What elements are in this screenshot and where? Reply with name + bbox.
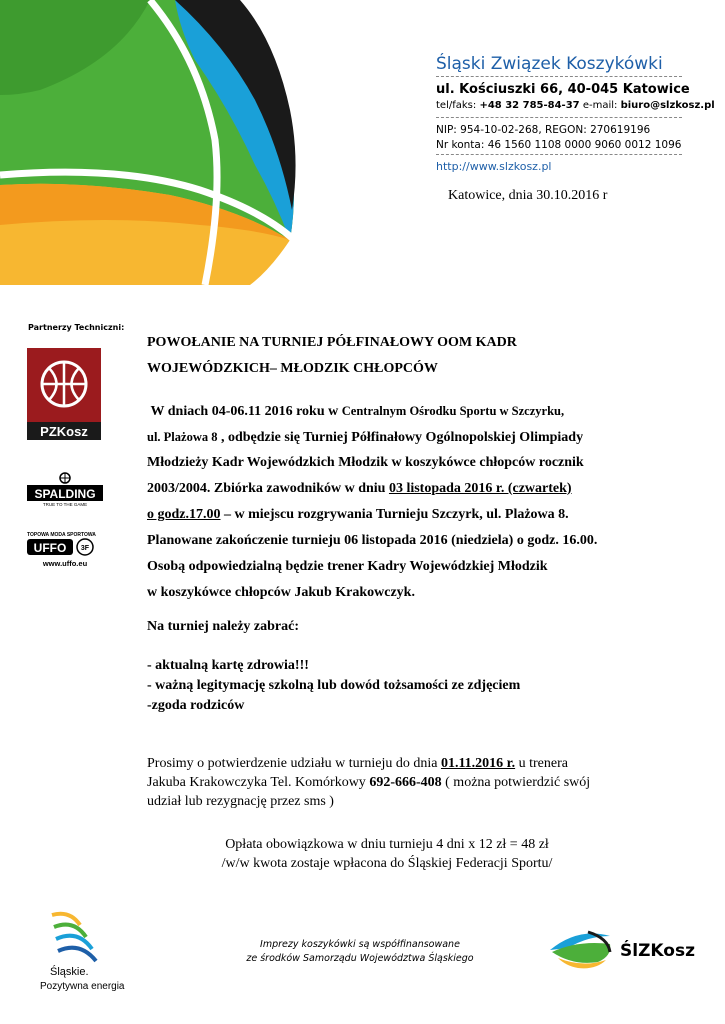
email-value[interactable]: biuro@slzkosz.pl bbox=[620, 100, 715, 111]
tel-value: +48 32 785-84-37 bbox=[479, 100, 580, 111]
gathering-date: 03 listopada 2016 r. (czwartek) bbox=[388, 481, 572, 496]
confirm-deadline: 01.11.2016 r. bbox=[440, 756, 516, 771]
title-line: WOJEWÓDZKICH– MŁODZIK CHŁOPCÓW bbox=[147, 361, 438, 376]
email-label: e-mail: bbox=[582, 100, 618, 111]
bring-list bbox=[147, 656, 520, 716]
slaskie-slogan: Pozytywna energia bbox=[40, 981, 125, 992]
slaskie-logo bbox=[40, 905, 140, 995]
body-line: 2003/2004. Zbiórka zawodników w dniu 03 listopada 2016 r. (czwartek) bbox=[147, 481, 572, 496]
body-line: Planowane zakończenie turnieju 06 listopada 2016 (niedziela) o godz. 16.00. bbox=[147, 533, 598, 548]
phone-number: 692-666-408 bbox=[369, 775, 442, 790]
title-line: POWOŁANIE NA TURNIEJ PÓŁFINAŁOWY OOM KADR bbox=[147, 335, 517, 350]
org-address: ul. Kościuszki 66, 40-045 Katowice bbox=[436, 82, 690, 97]
list-item: - aktualną kartę zdrowia!!! bbox=[147, 658, 309, 673]
body-line: Osobą odpowiedzialną będzie trener Kadry Wojewódzkiej Młodzik bbox=[147, 559, 548, 574]
divider bbox=[436, 117, 682, 118]
date-line: Katowice, dnia 30.10.2016 r bbox=[448, 188, 608, 203]
slaskie-text: Śląskie. bbox=[50, 966, 89, 978]
pzkosz-logo bbox=[27, 348, 101, 440]
pzkosz-text: PZKosz bbox=[40, 424, 88, 439]
slzkosz-logo bbox=[548, 922, 698, 972]
uffo-logo bbox=[27, 530, 103, 570]
confirm-line: udział lub rezygnację przez sms ) bbox=[147, 794, 334, 809]
slzkosz-text: ŚlZKosz bbox=[620, 941, 695, 961]
bank-account: Nr konta: 46 1560 1108 0000 9060 0012 1096 bbox=[436, 139, 682, 151]
spalding-logo bbox=[27, 472, 103, 508]
website-link[interactable]: http://www.slzkosz.pl bbox=[436, 160, 552, 173]
list-item: -zgoda rodziców bbox=[147, 698, 245, 713]
body-line: o godz.17.00 – w miejscu rozgrywania Turnieju Szczyrk, ul. Plażowa 8. bbox=[147, 507, 569, 522]
fee-line: Opłata obowiązkowa w dniu turnieju 4 dni x 12 zł = 48 zł bbox=[225, 837, 549, 852]
spalding-text: SPALDING bbox=[34, 487, 96, 501]
body-line: Młodzieży Kadr Wojewódzkich Młodzik w koszykówce chłopców rocznik bbox=[147, 455, 584, 470]
fee-text bbox=[147, 835, 627, 873]
uffo-url: www.uffo.eu bbox=[42, 559, 88, 568]
divider bbox=[436, 154, 682, 155]
list-item: - ważną legitymację szkolną lub dowód tożsamości ze zdjęciem bbox=[147, 678, 521, 693]
basketball-graphic bbox=[0, 0, 300, 290]
divider bbox=[436, 76, 682, 77]
nip-regon: NIP: 954-10-02-268, REGON: 270619196 bbox=[436, 124, 651, 136]
body-line: W dniach 04-06.11 2016 roku w Centralnym Ośrodku Sportu w Szczyrku, bbox=[150, 404, 565, 419]
confirmation-text bbox=[147, 754, 590, 811]
tel-label: tel/faks: bbox=[436, 100, 477, 111]
confirm-line: Prosimy o potwierdzenie udziału w turnieju do dnia 01.11.2016 r. u trenera bbox=[147, 756, 568, 771]
contact-line bbox=[436, 100, 715, 111]
uffo-text: UFFO bbox=[33, 541, 67, 555]
bring-heading: Na turniej należy zabrać: bbox=[147, 619, 300, 634]
partners-label: Partnerzy Techniczni: bbox=[28, 323, 125, 332]
document-title bbox=[147, 330, 517, 382]
body-line: w koszykówce chłopców Jakub Krakowczyk. bbox=[147, 585, 415, 600]
uffo-top-text: TOPOWA MODA SPORTOWA bbox=[27, 532, 96, 538]
spalding-tagline: TRUE TO THE GAME bbox=[42, 502, 88, 507]
svg-text:3F: 3F bbox=[80, 545, 90, 552]
body-line: ul. Plażowa 8 , odbędzie się Turniej Półfinałowy Ogólnopolskiej Olimpiady bbox=[147, 430, 584, 445]
cofinancing-note: Imprezy koszykówki są współfinansowane ze środków Samorządu Województwa Śląskiego bbox=[246, 939, 474, 964]
body-text bbox=[147, 398, 627, 606]
fee-line: /w/w kwota zostaje wpłacona do Śląskiej Federacji Sportu/ bbox=[221, 856, 553, 871]
confirm-line: Jakuba Krakowczyka Tel. Komórkowy 692-666-408 ( można potwierdzić swój bbox=[147, 775, 591, 790]
org-name: Śląski Związek Koszykówki bbox=[436, 54, 663, 74]
gathering-time: o godz.17.00 bbox=[147, 507, 221, 522]
